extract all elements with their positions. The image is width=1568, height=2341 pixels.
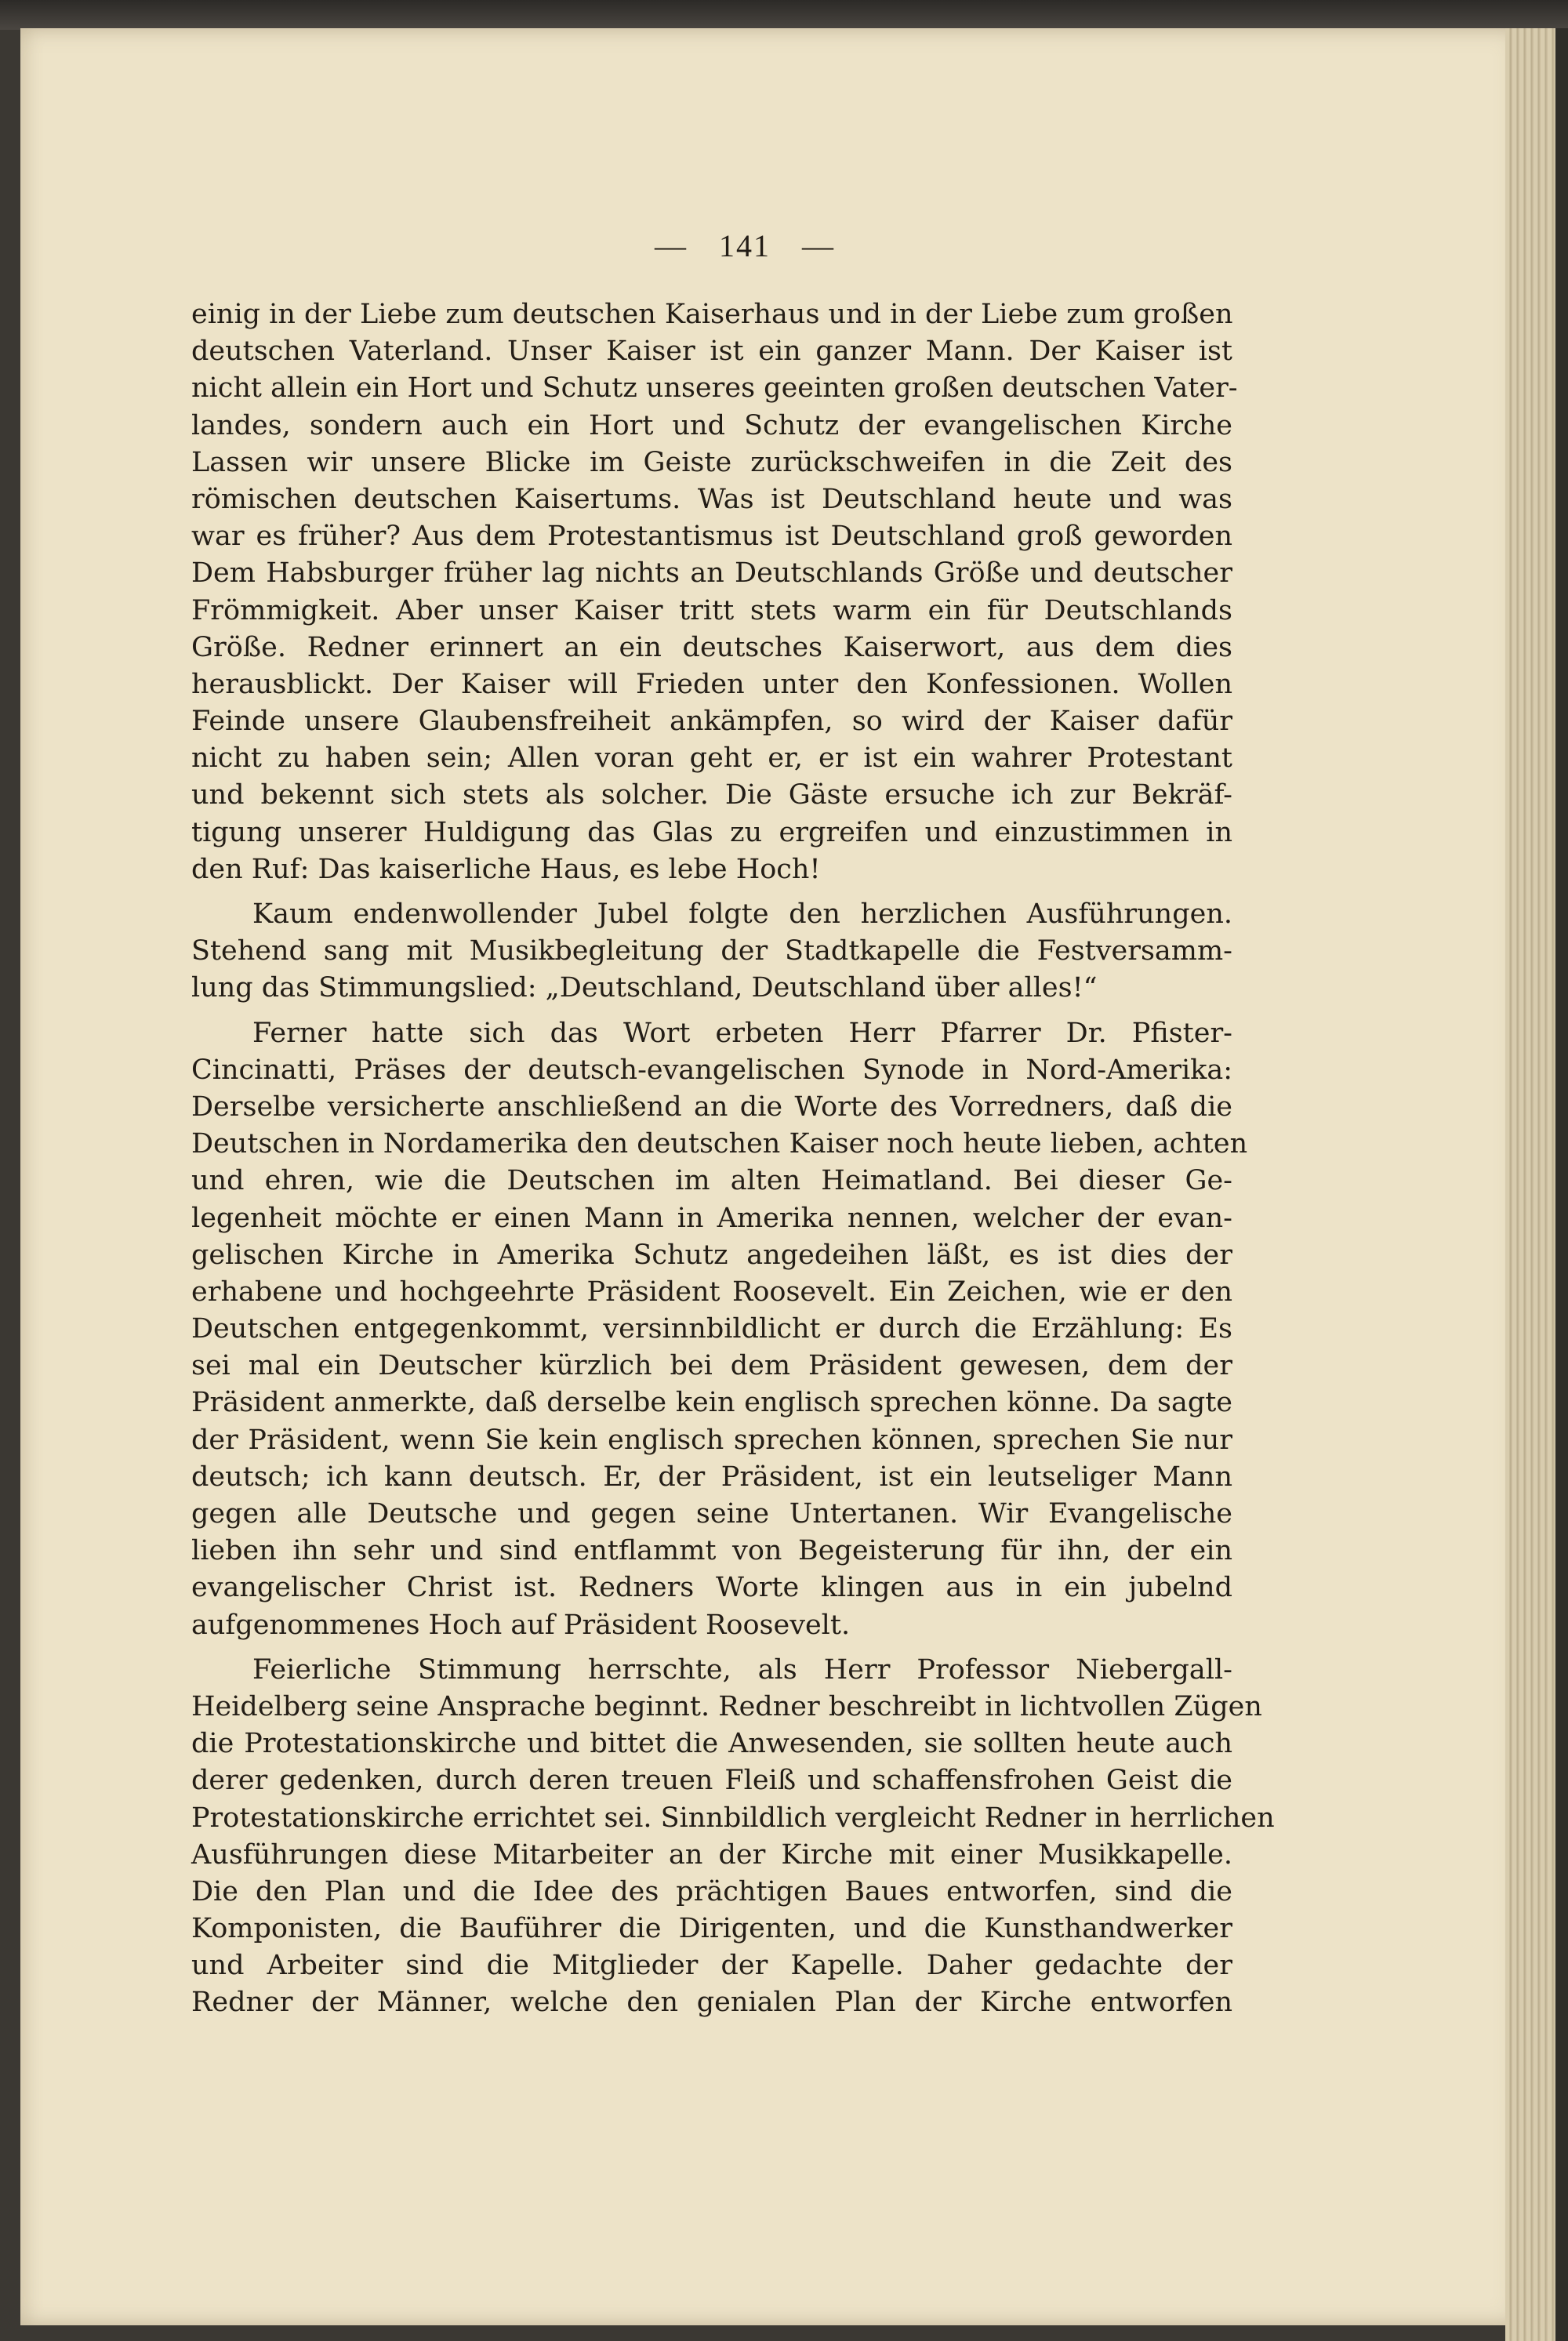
text-line: Deutschen entgegenkommt, versinnbildlicht er durch die Erzählung: Es [191, 1313, 1232, 1345]
text-line: aufgenommenes Hoch auf Präsident Roosevelt. [191, 1609, 851, 1641]
text-line: lung das Stimmungslied: „Deutschland, Deutschland über alles!“ [191, 972, 1098, 1004]
text-line: derer gedenken, durch deren treuen Fleiß und schaffensfrohen Geist die [191, 1765, 1232, 1797]
text-line: landes, sondern auch ein Hort und Schutz der evangelischen Kirche [191, 409, 1232, 441]
text-line: Präsident anmerkte, daß derselbe kein englisch sprechen könne. Da sagte [191, 1387, 1232, 1419]
text-line: Ferner hatte sich das Wort erbeten Herr Pfarrer Dr. Pfister- [252, 1017, 1232, 1049]
page-number-dash-right: — [802, 228, 835, 263]
text-line: lieben ihn sehr und sind entflammt von Begeisterung für ihn, der ein [191, 1535, 1232, 1567]
text-line: und bekennt sich stets als solcher. Die Gäste ersuche ich zur Bekräf- [191, 779, 1232, 811]
scan-right-border [1555, 28, 1568, 2341]
text-line: Ausführungen diese Mitarbeiter an der Kirche mit einer Musikkapelle. [191, 1838, 1232, 1871]
page-number: 141 [719, 228, 771, 263]
text-line: war es früher? Aus dem Protestantismus ist Deutschland groß geworden [191, 521, 1232, 553]
text-line: Dem Habsburger früher lag nichts an Deutschlands Größe und deutscher [191, 557, 1232, 590]
text-line: Cincinatti, Präses der deutsch-evangelischen Synode in Nord-Amerika: [191, 1054, 1232, 1086]
paragraph-2 [191, 896, 1232, 1007]
text-line: Feierliche Stimmung herrschte, als Herr Professor Niebergall- [252, 1653, 1232, 1686]
text-line: Komponisten, die Bauführer die Dirigenten, und die Kunsthandwerker [191, 1913, 1232, 1945]
text-line: nicht allein ein Hort und Schutz unseres geeinten großen deutschen Vater- [191, 372, 1238, 405]
text-line: Redner der Männer, welche den genialen Plan der Kirche entworfen [191, 1987, 1232, 2019]
paragraph-4 [191, 1652, 1275, 2022]
text-line: der Präsident, wenn Sie kein englisch sprechen können, sprechen Sie nur [191, 1424, 1232, 1456]
text-line: legenheit möchte er einen Mann in Amerika nennen, welcher der evan- [191, 1202, 1232, 1234]
text-line: Feinde unsere Glaubensfreiheit ankämpfen, so wird der Kaiser dafür [191, 706, 1232, 738]
text-line: Deutschen in Nordamerika den deutschen Kaiser noch heute lieben, achten [191, 1128, 1248, 1160]
text-line: Frömmigkeit. Aber unser Kaiser tritt stets warm ein für Deutschlands [191, 594, 1232, 626]
text-line: nicht zu haben sein; Allen voran geht er, er ist ein wahrer Protestant [191, 742, 1232, 775]
text-line: die Protestationskirche und bittet die Anwesenden, sie sollten heute auch [191, 1728, 1232, 1760]
body-text [191, 296, 1275, 2022]
text-line: deutschen Vaterland. Unser Kaiser ist ein ganzer Mann. Der Kaiser ist [191, 336, 1232, 368]
text-line: und Arbeiter sind die Mitglieder der Kapelle. Daher gedachte der [191, 1950, 1232, 1982]
text-line: Die den Plan und die Idee des prächtigen Baues entworfen, sind die [191, 1875, 1232, 1907]
text-line: deutsch; ich kann deutsch. Er, der Präsident, ist ein leutseliger Mann [191, 1461, 1232, 1493]
text-line: sei mal ein Deutscher kürzlich bei dem Präsident gewesen, dem der [191, 1350, 1232, 1382]
text-line: gelischen Kirche in Amerika Schutz angedeihen läßt, es ist dies der [191, 1239, 1232, 1271]
text-line: einig in der Liebe zum deutschen Kaiserhaus und in der Liebe zum großen [191, 299, 1233, 330]
text-line: gegen alle Deutsche und gegen seine Untertanen. Wir Evangelische [191, 1498, 1232, 1530]
text-line: Stehend sang mit Musikbegleitung der Stadtkapelle die Festversamm- [191, 935, 1232, 967]
page-number-dash-left: — [655, 228, 688, 263]
text-line: tigung unserer Huldigung das Glas zu ergreifen und einzustimmen in [191, 816, 1232, 848]
page-number-header [627, 227, 862, 264]
text-line: Protestationskirche errichtet sei. Sinnbildlich vergleicht Redner in herrlichen [191, 1802, 1275, 1834]
text-line: Heidelberg seine Ansprache beginnt. Redner beschreibt in lichtvollen Zügen [191, 1690, 1262, 1722]
paragraph-1 [191, 296, 1238, 888]
text-line: herausblickt. Der Kaiser will Frieden unter den Konfessionen. Wollen [191, 668, 1232, 700]
text-line: Kaum endenwollender Jubel folgte den herzlichen Ausführungen. [252, 898, 1232, 930]
text-line: erhabene und hochgeehrte Präsident Roosevelt. Ein Zeichen, wie er den [191, 1276, 1232, 1308]
text-line: Derselbe versicherte anschließend an die Worte des Vorredners, daß die [191, 1091, 1232, 1123]
scan-top-edge [0, 0, 1568, 30]
text-line: römischen deutschen Kaisertums. Was ist Deutschland heute und was [191, 483, 1232, 515]
text-line: Lassen wir unsere Blicke im Geiste zurückschweifen in die Zeit des [191, 446, 1232, 478]
text-line: evangelischer Christ ist. Redners Worte klingen aus in ein jubelnd [191, 1572, 1232, 1604]
text-line: Größe. Redner erinnert an ein deutsches Kaiserwort, aus dem dies [191, 631, 1232, 663]
text-line: und ehren, wie die Deutschen im alten Heimatland. Bei dieser Ge- [191, 1165, 1232, 1197]
text-line: den Ruf: Das kaiserliche Haus, es lebe Hoch! [191, 853, 821, 885]
paragraph-3 [191, 1015, 1248, 1644]
